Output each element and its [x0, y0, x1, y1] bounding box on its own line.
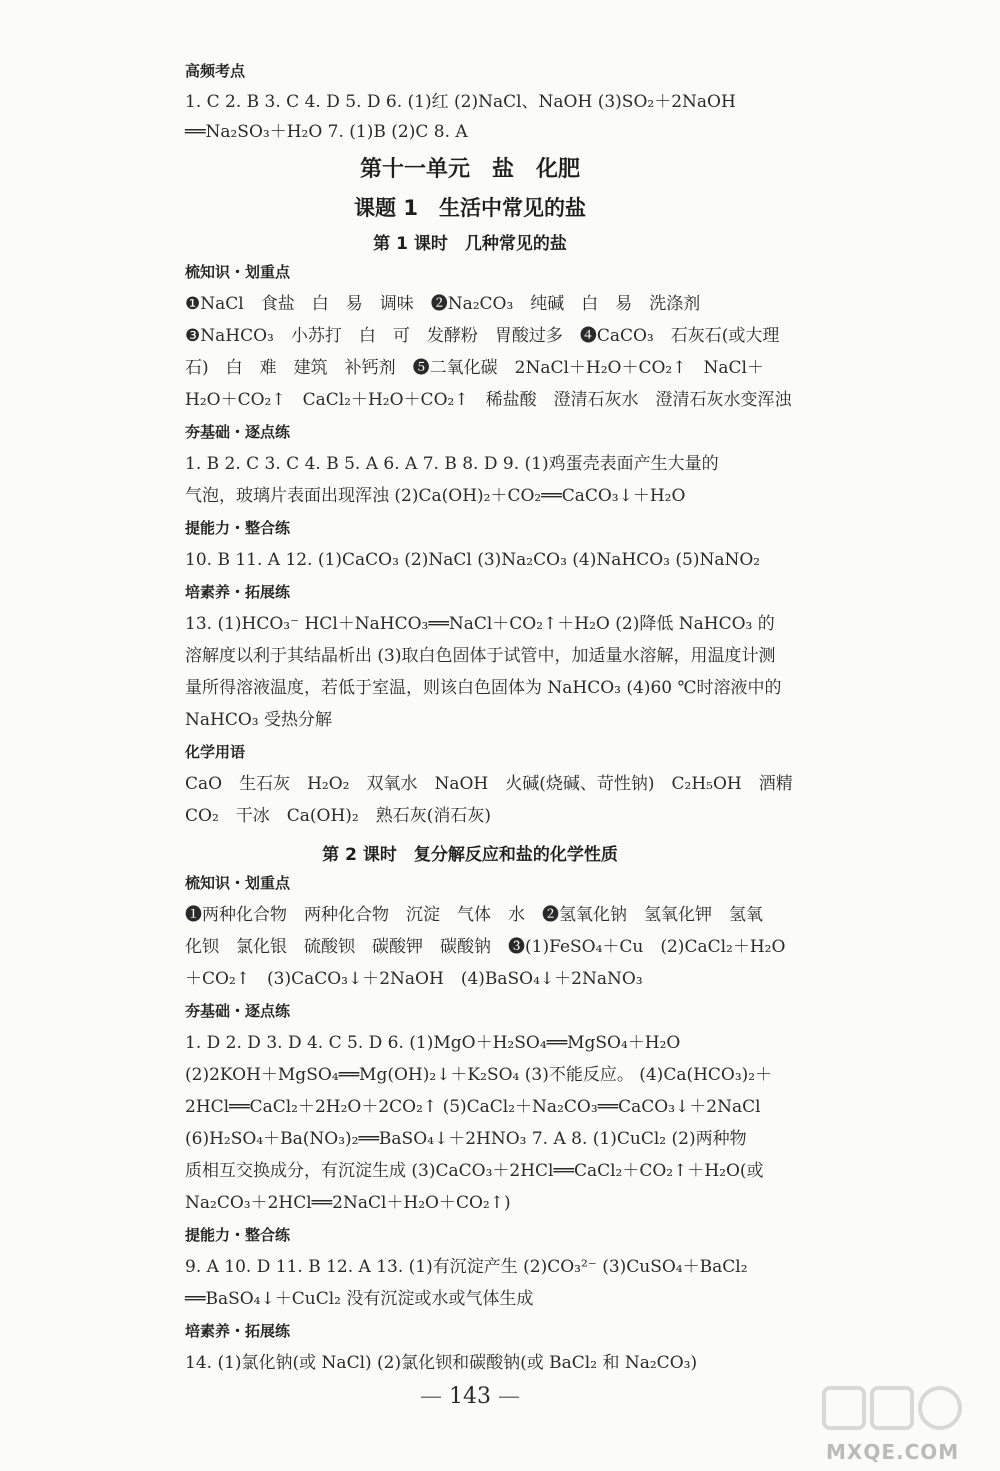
answer-line: 1. C 2. B 3. C 4. D 5. D 6. (1)红 (2)NaCl、NaOH (3)SO₂＋2NaOH: [185, 92, 736, 112]
answer-line: 气泡，玻璃片表面出现浑浊 (2)Ca(OH)₂＋CO₂══CaCO₃↓＋H₂O: [185, 486, 686, 506]
section-heading: 化学用语: [185, 743, 246, 761]
section-heading: 夯基础・逐点练: [185, 1002, 291, 1020]
answer-line: 溶解度以利于其结晶析出 (3)取白色固体于试管中，加适量水溶解，用温度计测: [185, 646, 776, 666]
answer-line: 9. A 10. D 11. B 12. A 13. (1)有沉淀产生 (2)CO₃²⁻ (3)CuSO₄＋BaCl₂: [185, 1257, 748, 1277]
section-heading: 提能力・整合练: [185, 1226, 291, 1244]
answer-line: 化钡 氯化银 硫酸钡 碳酸钾 碳酸钠 ❸(1)FeSO₄＋Cu (2)CaCl₂＋H₂O: [185, 937, 786, 957]
answer-line: 1. B 2. C 3. C 4. B 5. A 6. A 7. B 8. D 9. (1)鸡蛋壳表面产生大量的: [185, 454, 719, 474]
answer-line: H₂O＋CO₂↑ CaCl₂＋H₂O＋CO₂↑ 稀盐酸 澄清石灰水 澄清石灰水变浑浊: [185, 390, 792, 410]
section-heading-high-frequency: 高频考点: [185, 62, 246, 80]
answer-line: CaO 生石灰 H₂O₂ 双氧水 NaOH 火碱(烧碱、苛性钠) C₂H₅OH 酒精: [185, 774, 793, 794]
answer-line: (2)2KOH＋MgSO₄══Mg(OH)₂↓＋K₂SO₄ (3)不能反应。 (4)Ca(HCO₃)₂＋: [185, 1065, 773, 1085]
answer-line: 10. B 11. A 12. (1)CaCO₃ (2)NaCl (3)Na₂CO₃ (4)NaHCO₃ (5)NaNO₂: [185, 550, 761, 570]
answer-line: Na₂CO₃＋2HCl══2NaCl＋H₂O＋CO₂↑): [185, 1193, 511, 1213]
answer-line: ❶NaCl 食盐 白 易 调味 ❷Na₂CO₃ 纯碱 白 易 洗涤剂: [185, 294, 701, 314]
answer-line: 质相互交换成分，有沉淀生成 (3)CaCO₃＋2HCl══CaCl₂＋CO₂↑＋H₂O(或: [185, 1161, 764, 1181]
section-heading: 培素养・拓展练: [185, 1322, 291, 1340]
answer-line: ❸NaHCO₃ 小苏打 白 可 发酵粉 胃酸过多 ❹CaCO₃ 石灰石(或大理: [185, 326, 780, 346]
lesson-1-title: 第 1 课时 几种常见的盐: [373, 234, 567, 254]
answer-line: ❶两种化合物 两种化合物 沉淀 气体 水 ❷氢氧化钠 氢氧化钾 氢氧: [185, 905, 763, 925]
unit-title: 第十一单元 盐 化肥: [359, 157, 580, 182]
answer-line: ＋CO₂↑ (3)CaCO₃↓＋2NaOH (4)BaSO₄↓＋2NaNO₃: [185, 969, 643, 989]
section-heading: 梳知识・划重点: [185, 263, 291, 281]
answer-line: (6)H₂SO₄＋Ba(NO₃)₂══BaSO₄↓＋2HNO₃ 7. A 8. (1)CuCl₂ (2)两种物: [185, 1129, 747, 1149]
lesson-2-title: 第 2 课时 复分解反应和盐的化学性质: [322, 845, 618, 865]
answer-line: NaHCO₃ 受热分解: [185, 710, 332, 730]
answer-line: ══BaSO₄↓＋CuCl₂ 没有沉淀或水或气体生成: [185, 1289, 534, 1309]
answer-line: 石) 白 难 建筑 补钙剂 ❺二氧化碳 2NaCl＋H₂O＋CO₂↑ NaCl＋: [185, 358, 764, 378]
topic-title: 课题 1 生活中常见的盐: [354, 196, 586, 220]
watermark-text: MXQE.COM: [826, 1440, 960, 1464]
answer-line: 量所得溶液温度，若低于室温，则该白色固体为 NaHCO₃ (4)60 ℃时溶液中的: [185, 678, 782, 698]
page-number: — 143 —: [420, 1384, 520, 1409]
section-heading: 夯基础・逐点练: [185, 423, 291, 441]
answer-line: 14. (1)氯化钠(或 NaCl) (2)氯化钡和碳酸钠(或 BaCl₂ 和 Na₂CO₃): [185, 1353, 698, 1373]
answer-line: 1. D 2. D 3. D 4. C 5. D 6. (1)MgO＋H₂SO₄══MgSO₄＋H₂O: [185, 1033, 681, 1053]
section-heading: 培素养・拓展练: [185, 583, 291, 601]
answer-line: CO₂ 干冰 Ca(OH)₂ 熟石灰(消石灰): [185, 806, 492, 826]
answer-line: ══Na₂SO₃＋H₂O 7. (1)B (2)C 8. A: [185, 122, 468, 142]
section-heading: 提能力・整合练: [185, 519, 291, 537]
answer-line: 2HCl══CaCl₂＋2H₂O＋2CO₂↑ (5)CaCl₂＋Na₂CO₃══CaCO₃↓＋2NaCl: [185, 1097, 761, 1117]
answer-line: 13. (1)HCO₃⁻ HCl＋NaHCO₃══NaCl＋CO₂↑＋H₂O (2)降低 NaHCO₃ 的: [185, 614, 775, 634]
section-heading: 梳知识・划重点: [185, 874, 291, 892]
